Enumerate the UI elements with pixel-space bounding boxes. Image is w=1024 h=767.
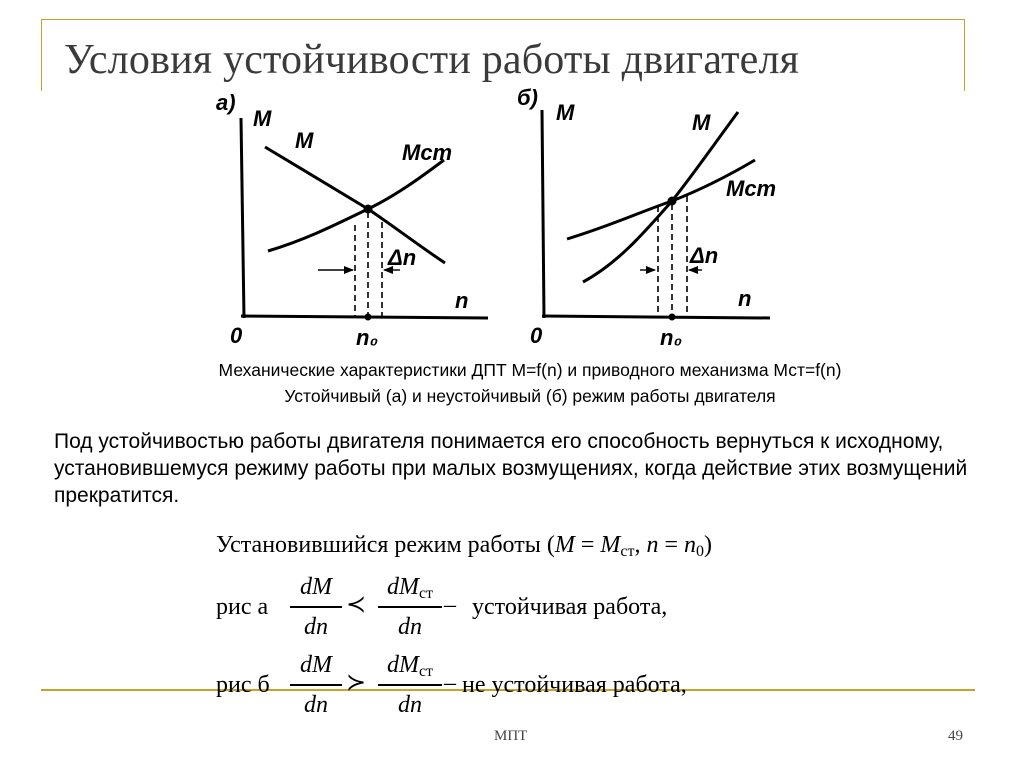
diagram-a-n0-label: n₀ [356,325,379,350]
steady-eq-2: = [664,532,679,558]
caption-line-2: Устойчивый (а) и неустойчивый (б) режим работы двигателя [284,386,776,406]
footer-course: МПТ [494,728,528,744]
diagram-a-x-label: n [455,288,469,313]
formula-b-label: рис б [216,672,270,698]
formula-b-st-subscript: ст [418,663,434,680]
formula-a-label: рис а [216,594,269,620]
diagram-b-panel-label: б) [517,85,538,110]
steady-m: M [554,532,575,558]
diagram-a-motor-label: M [295,128,314,153]
diagram-b-origin: 0 [530,323,543,348]
formula-a-st-subscript: ст [418,585,434,602]
diagram-b [542,110,770,320]
formula-b-result: не устойчивая работа, [462,672,687,698]
diagram-a-load-label: Mст [402,140,453,165]
diagram-a-panel-label: а) [216,90,236,115]
formula-a-dash: – [444,592,456,618]
formula-b-dmst: dM [386,652,419,678]
diagram-b-delta-label: Δn [690,243,719,268]
formula-b-dash: – [444,670,456,696]
formula-a-dn: dn [304,614,328,640]
steady-state-label: Установившийся режим работы [216,532,541,558]
diagram-b-x-label: n [738,286,752,311]
steady-close-paren: ) [704,532,713,558]
diagram-a-load-curve [268,160,444,251]
steady-st-subscript: ст [620,543,635,560]
diagram-a-y-label: M [253,106,272,131]
formula-b-relation: ≻ [346,670,367,696]
diagram-b-x-axis [542,316,770,318]
stability-diagrams [0,0,1024,360]
diagram-b-motor-label: M [692,110,711,135]
formula-a-dmst: dM [386,574,419,600]
steady-mst: M [600,532,621,558]
diagram-a-operating-point [364,205,372,213]
diagram-a-delta-label: Δn [388,245,417,270]
diagram-b-n0-label: n₀ [660,325,683,350]
steady-zero-subscript: 0 [696,543,705,560]
steady-n0: n [684,532,697,558]
diagram-b-y-axis [542,110,544,318]
formula-a-dm: dM [300,574,332,600]
slide-title: Условия устойчивости работы двигателя [64,37,800,83]
definition-paragraph: Под устойчивостью работы двигателя понимается его способность вернуться к исходному, установившемуся режиму работы при малых возмущениях, когда действие этих возмущений прекратится. [54,430,968,507]
diagram-a-projection-lines [355,212,382,316]
steady-n: n [646,532,659,558]
steady-state-line [216,532,712,561]
diagram-a-origin: 0 [230,323,243,348]
diagram-b-load-label: Mст [726,176,777,201]
steady-open-paren: ( [546,532,555,558]
diagram-b-operating-point [668,197,676,205]
steady-comma: , [634,532,641,558]
footer-page-number: 49 [948,728,963,744]
formula-a-relation: ≺ [346,592,367,618]
diagram-a-y-axis [241,118,244,318]
formula-a-result: устойчивая работа, [472,594,668,620]
formula-b-dn: dn [304,692,328,718]
diagram-b-y-label: M [556,100,575,125]
formula-a-dn-2: dn [398,614,422,640]
formula-b-dn-2: dn [398,692,422,718]
steady-eq-1: = [580,532,595,558]
formula-b-dm: dM [300,652,332,678]
caption-line-1: Механические характеристики ДПТ М=f(n) и приводного механизма Мст=f(n) [218,360,842,380]
